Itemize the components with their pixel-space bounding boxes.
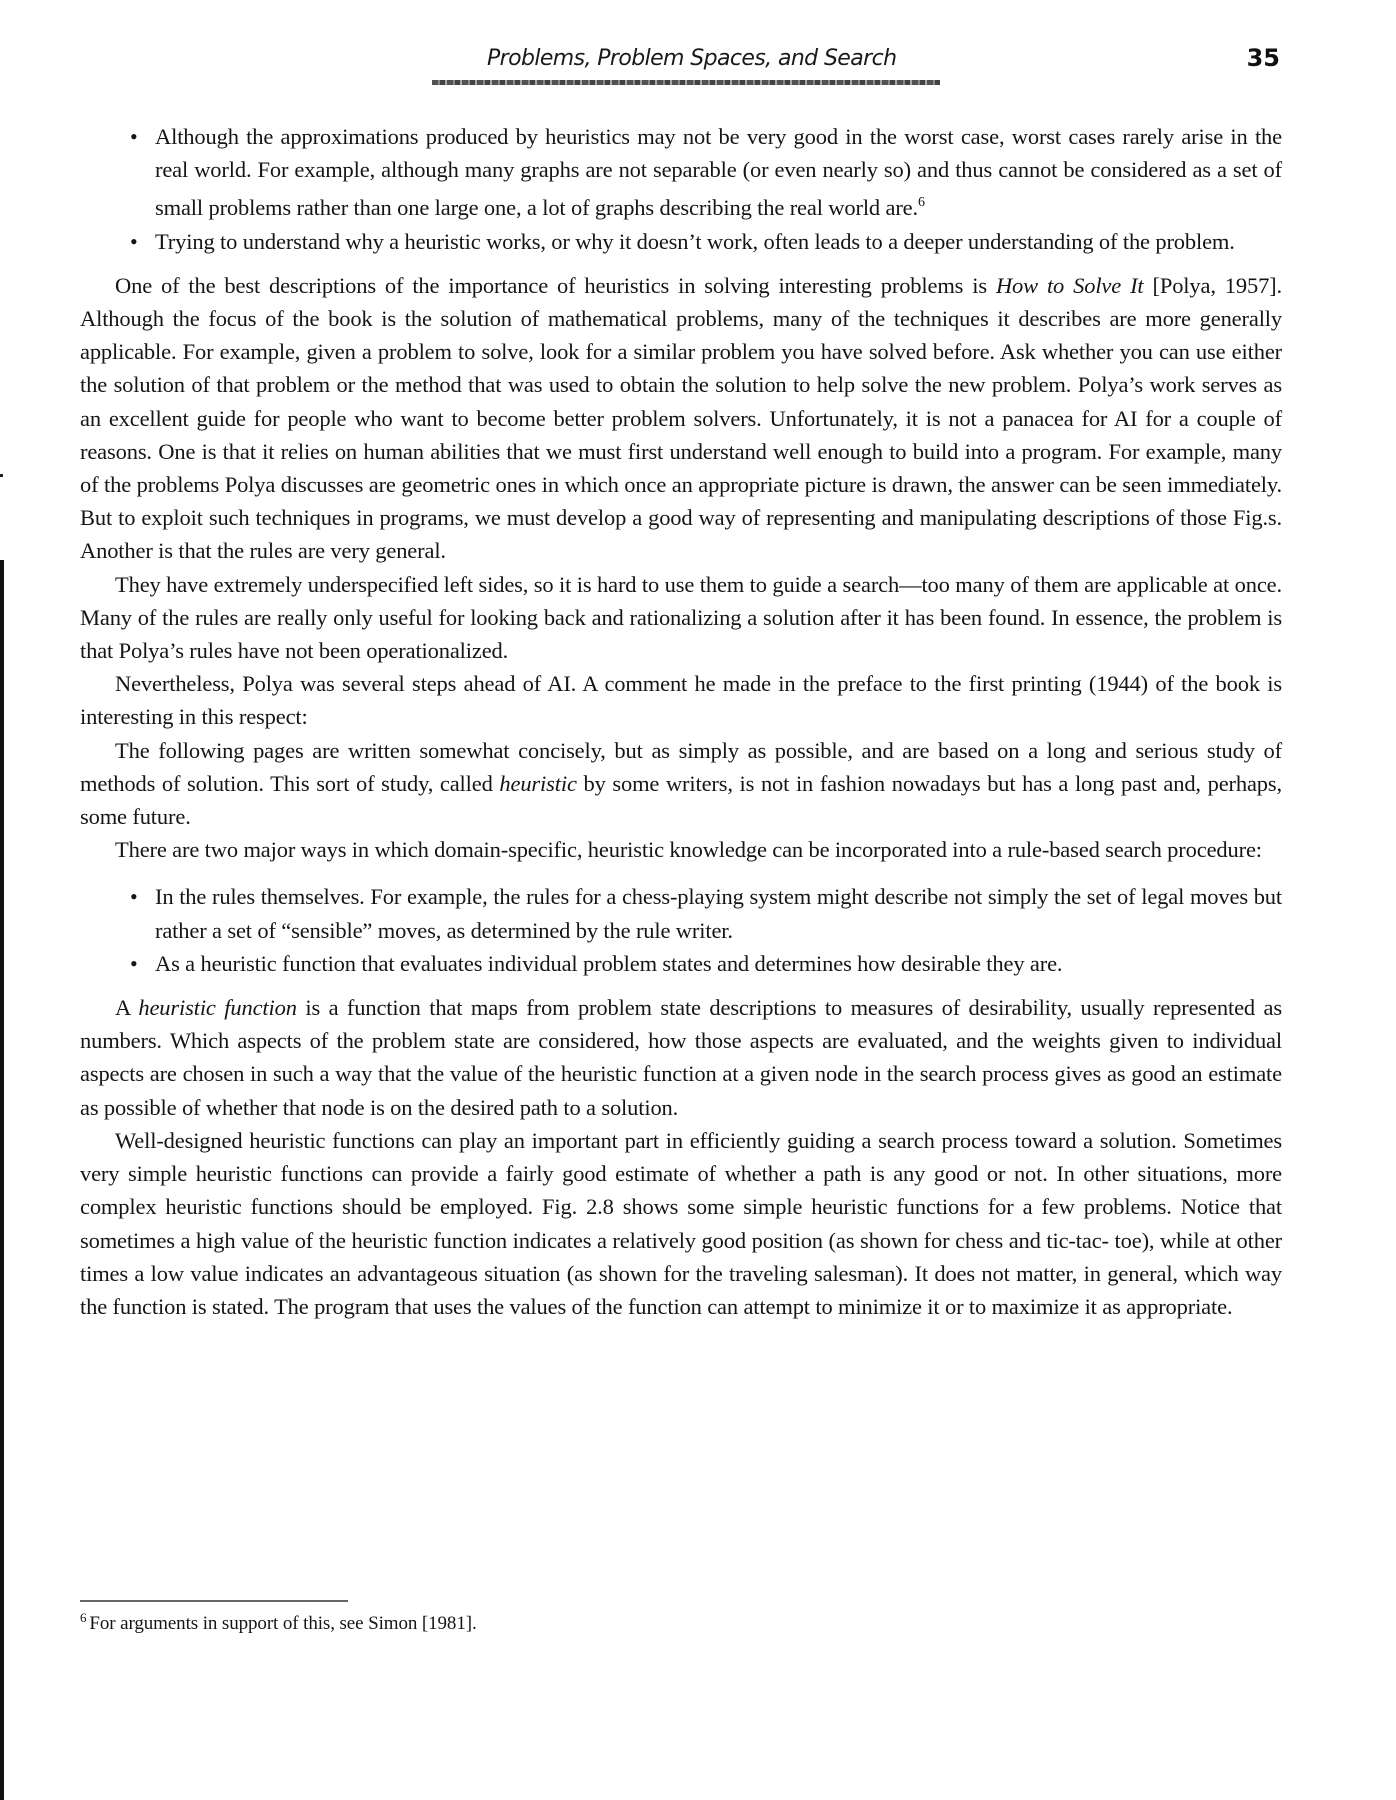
- book-title: How to Solve It: [995, 272, 1144, 298]
- header-rule: [432, 80, 940, 85]
- bullet-list-knowledge-ways: [80, 880, 1282, 980]
- quotation: The following pages are written somewhat concisely, but as simply as possible, and are based on a long and serious study of methods of solution. This sort of study, called heuristic by some writers, is not in fashion nowadays but has a long past and, perhaps, some future.: [80, 737, 1282, 830]
- paragraph: They have extremely underspecified left sides, so it is hard to use them to guide a search—too many of them are applicable at once. Many of the rules are really only useful for looking back and rationalizing a solution after it has been found. In essence, the problem is that Polya’s rules have not been operationalized.: [80, 571, 1282, 664]
- paragraph: A heuristic function is a function that maps from problem state descriptions to measures of desirability, usually represented as numbers. Which aspects of the problem state are considered, how those aspects are evaluated, and the weights given to individual aspects are chosen in such a way that the value of the heuristic function at a given node in the search process gives as good an estimate as possible of whether that node is on the desired path to a solution.: [80, 995, 1282, 1120]
- page-number: 35: [1246, 44, 1280, 72]
- footnote: [80, 1610, 477, 1635]
- paragraph: One of the best descriptions of the importance of heuristics in solving interesting problems is How to Solve It [Polya, 1957]. Although the focus of the book is the solution of mathematical problems, many of the techniques it describes are more generally applicable. For example, given a problem to solve, look for a similar problem you have solved before. Ask whether you can use either the solution of that problem or the method that was used to obtain the solution to help solve the new problem. Polya’s work serves as an excellent guide for people who want to become better problem solvers. Unfortunately, it is not a panacea for AI for a couple of reasons. One is that it relies on human abilities that we must first understand well enough to build into a program. For example, many of the problems Polya discusses are geometric ones in which once an appropriate picture is drawn, the answer can be seen immediately. But to exploit such techniques in programs, we must develop a good way of representing and manipulating descriptions of those Fig.s. Another is that the rules are very general.: [80, 272, 1282, 564]
- page-body: [80, 120, 1282, 1323]
- paragraph: Well-designed heuristic functions can play an important part in efficiently guiding a search process toward a solution. Sometimes very simple heuristic functions can provide a fairly good estimate of whether a path is any good or not. In other situations, more complex heuristic functions should be employed. Fig. 2.8 shows some simple heuristic functions for a few problems. Notice that sometimes a high value of the heuristic function indicates a relatively good position (as shown for chess and tic-tac- toe), while at other times a low value indicates an advantageous situation (as shown for the traveling salesman). It does not matter, in general, which way the function is stated. The program that uses the values of the function can attempt to minimize it or to maximize it as appropriate.: [80, 1127, 1282, 1319]
- running-title: Problems, Problem Spaces, and Search: [487, 46, 897, 71]
- defined-term: heuristic function: [138, 995, 297, 1021]
- page-header: [0, 46, 1396, 86]
- footnote-divider: [80, 1600, 348, 1602]
- footnote-mark: 6: [80, 1610, 87, 1625]
- emphasis-term: heuristic: [499, 770, 577, 796]
- list-item: • In the rules themselves. For example, the rules for a chess-playing system might describe not simply the set of legal moves but rather a set of “sensible” moves, as determined by the rule writer.: [80, 880, 1282, 946]
- list-item: • Trying to understand why a heuristic works, or why it doesn’t work, often leads to a deeper understanding of the problem.: [80, 225, 1282, 258]
- list-item: • Although the approximations produced by heuristics may not be very good in the worst case, worst cases rarely arise in the real world. For example, although many graphs are not separable (or even nearly so) and thus cannot be considered as a set of small problems rather than one large one, a lot of graphs describing the real world are.$^6$: [80, 120, 1282, 225]
- scan-artifact: [0, 474, 3, 477]
- paragraph: There are two major ways in which domain-specific, heuristic knowledge can be incorporated into a rule-based search procedure:: [115, 837, 1262, 863]
- bullet-list-heuristic-benefits: [80, 120, 1282, 258]
- list-item: • As a heuristic function that evaluates individual problem states and determines how desirable they are.: [80, 947, 1282, 980]
- scan-edge-shadow: [0, 560, 4, 1800]
- footnote-text: For arguments in support of this, see Simon [1981].: [89, 1613, 477, 1634]
- paragraph: Nevertheless, Polya was several steps ahead of AI. A comment he made in the preface to the first printing (1944) of the book is interesting in this respect:: [80, 671, 1282, 730]
- footnote-ref[interactable]: 6: [918, 195, 925, 211]
